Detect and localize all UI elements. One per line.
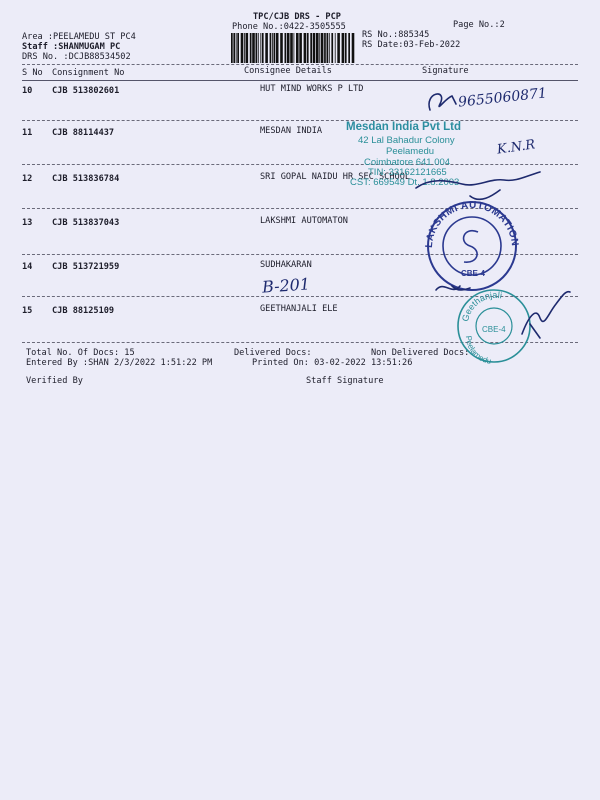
row-sno: 14 xyxy=(22,262,33,272)
mesdan-stamp-line: TIN: 33162121665 xyxy=(368,167,447,178)
geethanjali-stamp-center: CBE-4 xyxy=(482,325,506,334)
geethanjali-stamp-ring-bottom: Peelamedu xyxy=(463,335,492,366)
row-consignee: GEETHANJALI ELE xyxy=(260,304,338,314)
row-sno: 15 xyxy=(22,306,33,316)
svg-text:Geethanjali xyxy=(460,290,503,323)
geethanjali-stamp xyxy=(458,290,530,366)
entered-by: Entered By :SHAN 2/3/2022 1:51:22 PM xyxy=(26,358,213,368)
row-consignee: MESDAN INDIA xyxy=(260,126,323,136)
handwritten-note: K.N.R xyxy=(496,137,537,158)
column-sno: S No xyxy=(22,68,43,78)
printed-on: Printed On: 03-02-2022 13:51:26 xyxy=(252,358,413,368)
row-sno: 11 xyxy=(22,128,33,138)
column-consignment: Consignment No xyxy=(52,68,125,78)
mesdan-stamp-line: CST: 669549 Dt. 1.8.2003 xyxy=(350,177,460,188)
row-consignment: CJB 513836784 xyxy=(52,174,120,184)
signature-row-12 xyxy=(416,172,540,199)
handwritten-phone: 9655060871 xyxy=(457,85,548,111)
row-sno: 10 xyxy=(22,86,33,96)
row-consignee: HUT MIND WORKS P LTD xyxy=(260,84,364,94)
non-delivered-docs: Non Delivered Docs: xyxy=(371,348,470,358)
mesdan-stamp-line: 42 Lal Bahadur Colony xyxy=(358,135,455,146)
document-title: TPC/CJB DRS - PCP xyxy=(253,12,341,22)
phone-number: Phone No.:0422-3505555 xyxy=(232,22,346,32)
mesdan-stamp-line: Peelamedu xyxy=(386,146,435,157)
staff-signature: Staff Signature xyxy=(306,376,384,386)
column-signature: Signature xyxy=(422,66,469,76)
signature-row-13 xyxy=(436,286,470,290)
column-consignee: Consignee Details xyxy=(244,66,332,76)
row-consignee: SUDHAKARAN xyxy=(260,260,312,270)
drs-number: DRS No. :DCJB88534502 xyxy=(22,52,131,62)
total-docs: Total No. Of Docs: 15 xyxy=(26,348,135,358)
staff-label: Staff :SHANMUGAM PC xyxy=(22,42,121,52)
rs-date: RS Date:03-Feb-2022 xyxy=(362,40,461,50)
row-consignment: CJB 513802601 xyxy=(52,86,120,96)
row-sno: 12 xyxy=(22,174,33,184)
mesdan-stamp-line: Mesdan India Pvt Ltd xyxy=(346,121,462,133)
row-consignment: CJB 88125109 xyxy=(52,306,115,316)
delivered-docs: Delivered Docs: xyxy=(234,348,312,358)
row-sno: 13 xyxy=(22,218,33,228)
row-consignment: CJB 513721959 xyxy=(52,262,120,272)
signature-row-10 xyxy=(429,94,456,110)
handwritten-flat-no: B-201 xyxy=(261,274,311,297)
row-consignee: SRI GOPAL NAIDU HR SEC SCHOOL xyxy=(260,172,411,182)
verified-by: Verified By xyxy=(26,376,83,386)
row-consignee: LAKSHMI AUTOMATON xyxy=(260,216,348,226)
mesdan-stamp-line: Coimbatore 641 004 xyxy=(364,157,451,168)
lakshmi-stamp xyxy=(424,200,520,290)
svg-text:Peelamedu xyxy=(464,335,492,366)
rs-number: RS No.:885345 xyxy=(362,30,430,40)
page-number: Page No.:2 xyxy=(453,20,505,30)
row-consignment: CJB 88114437 xyxy=(52,128,115,138)
lakshmi-stamp-ring: LAKSHMI AUTOMATION xyxy=(423,199,521,249)
svg-text:LAKSHMI AUTOMATION xyxy=(424,200,520,248)
lakshmi-stamp-center: CBE-4 xyxy=(461,269,486,278)
geethanjali-stamp-ring-top: Geethanjali xyxy=(460,289,503,323)
area-label: Area :PEELAMEDU ST PC4 xyxy=(22,32,136,42)
row-consignment: CJB 513837043 xyxy=(52,218,120,228)
